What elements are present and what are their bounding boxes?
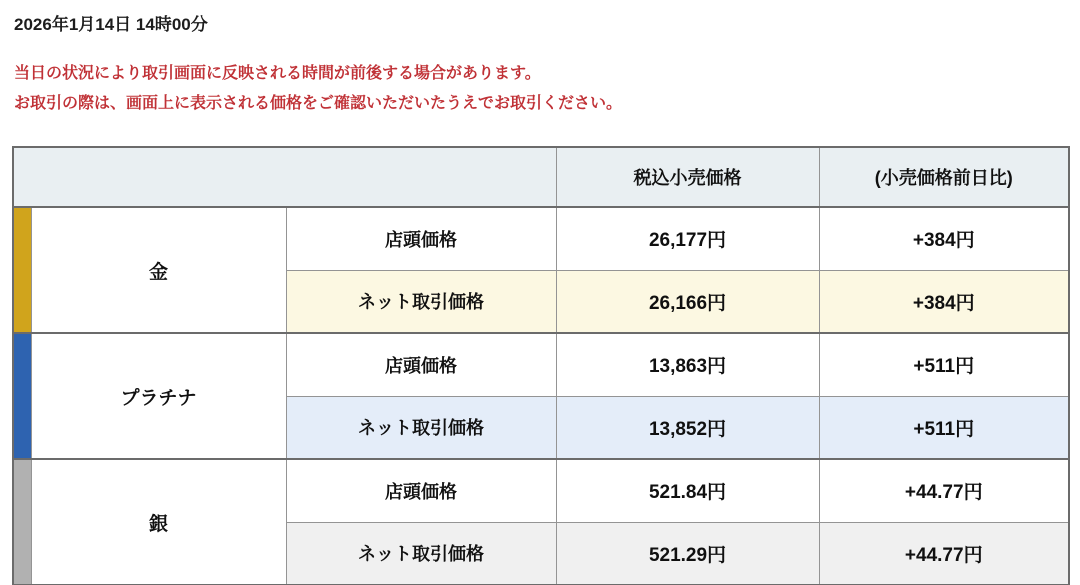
gold-color-strip (13, 207, 31, 333)
table-header-row (13, 147, 1069, 207)
silver-metal-name: 銀 (31, 459, 286, 585)
gold-store-price: 26,177円 (556, 207, 819, 270)
gold-net-price: 26,166円 (556, 270, 819, 333)
silver-net-label: ネット取引価格 (286, 522, 556, 585)
notice-line-1: 当日の状況により取引画面に反映される時間が前後する場合があります。 (14, 65, 541, 82)
platinum-store-row (13, 333, 1069, 396)
platinum-store-change: +511円 (819, 333, 1069, 396)
platinum-store-label: 店頭価格 (286, 333, 556, 396)
silver-store-label: 店頭価格 (286, 459, 556, 522)
header-retail-price: 税込小売価格 (556, 147, 819, 207)
price-timestamp: 2026年1月14日 14時00分 (14, 15, 208, 34)
platinum-net-change: +511円 (819, 396, 1069, 459)
gold-net-label: ネット取引価格 (286, 270, 556, 333)
gold-store-label: 店頭価格 (286, 207, 556, 270)
silver-color-strip (13, 459, 31, 585)
silver-store-row (13, 459, 1069, 522)
silver-net-change: +44.77円 (819, 522, 1069, 585)
platinum-color-strip (13, 333, 31, 459)
gold-net-change: +384円 (819, 270, 1069, 333)
platinum-net-label: ネット取引価格 (286, 396, 556, 459)
platinum-net-price: 13,852円 (556, 396, 819, 459)
gold-store-row (13, 207, 1069, 270)
gold-store-change: +384円 (819, 207, 1069, 270)
metal-price-table (12, 146, 1070, 585)
trading-notice (12, 59, 1068, 119)
notice-line-2: お取引の際は、画面上に表示される価格をご確認いただいたうえでお取引ください。 (14, 95, 623, 112)
gold-metal-name: 金 (31, 207, 286, 333)
silver-store-change: +44.77円 (819, 459, 1069, 522)
silver-store-price: 521.84円 (556, 459, 819, 522)
silver-net-price: 521.29円 (556, 522, 819, 585)
header-empty-cell (13, 147, 556, 207)
platinum-store-price: 13,863円 (556, 333, 819, 396)
platinum-metal-name: プラチナ (31, 333, 286, 459)
header-day-change: (小売価格前日比) (819, 147, 1069, 207)
